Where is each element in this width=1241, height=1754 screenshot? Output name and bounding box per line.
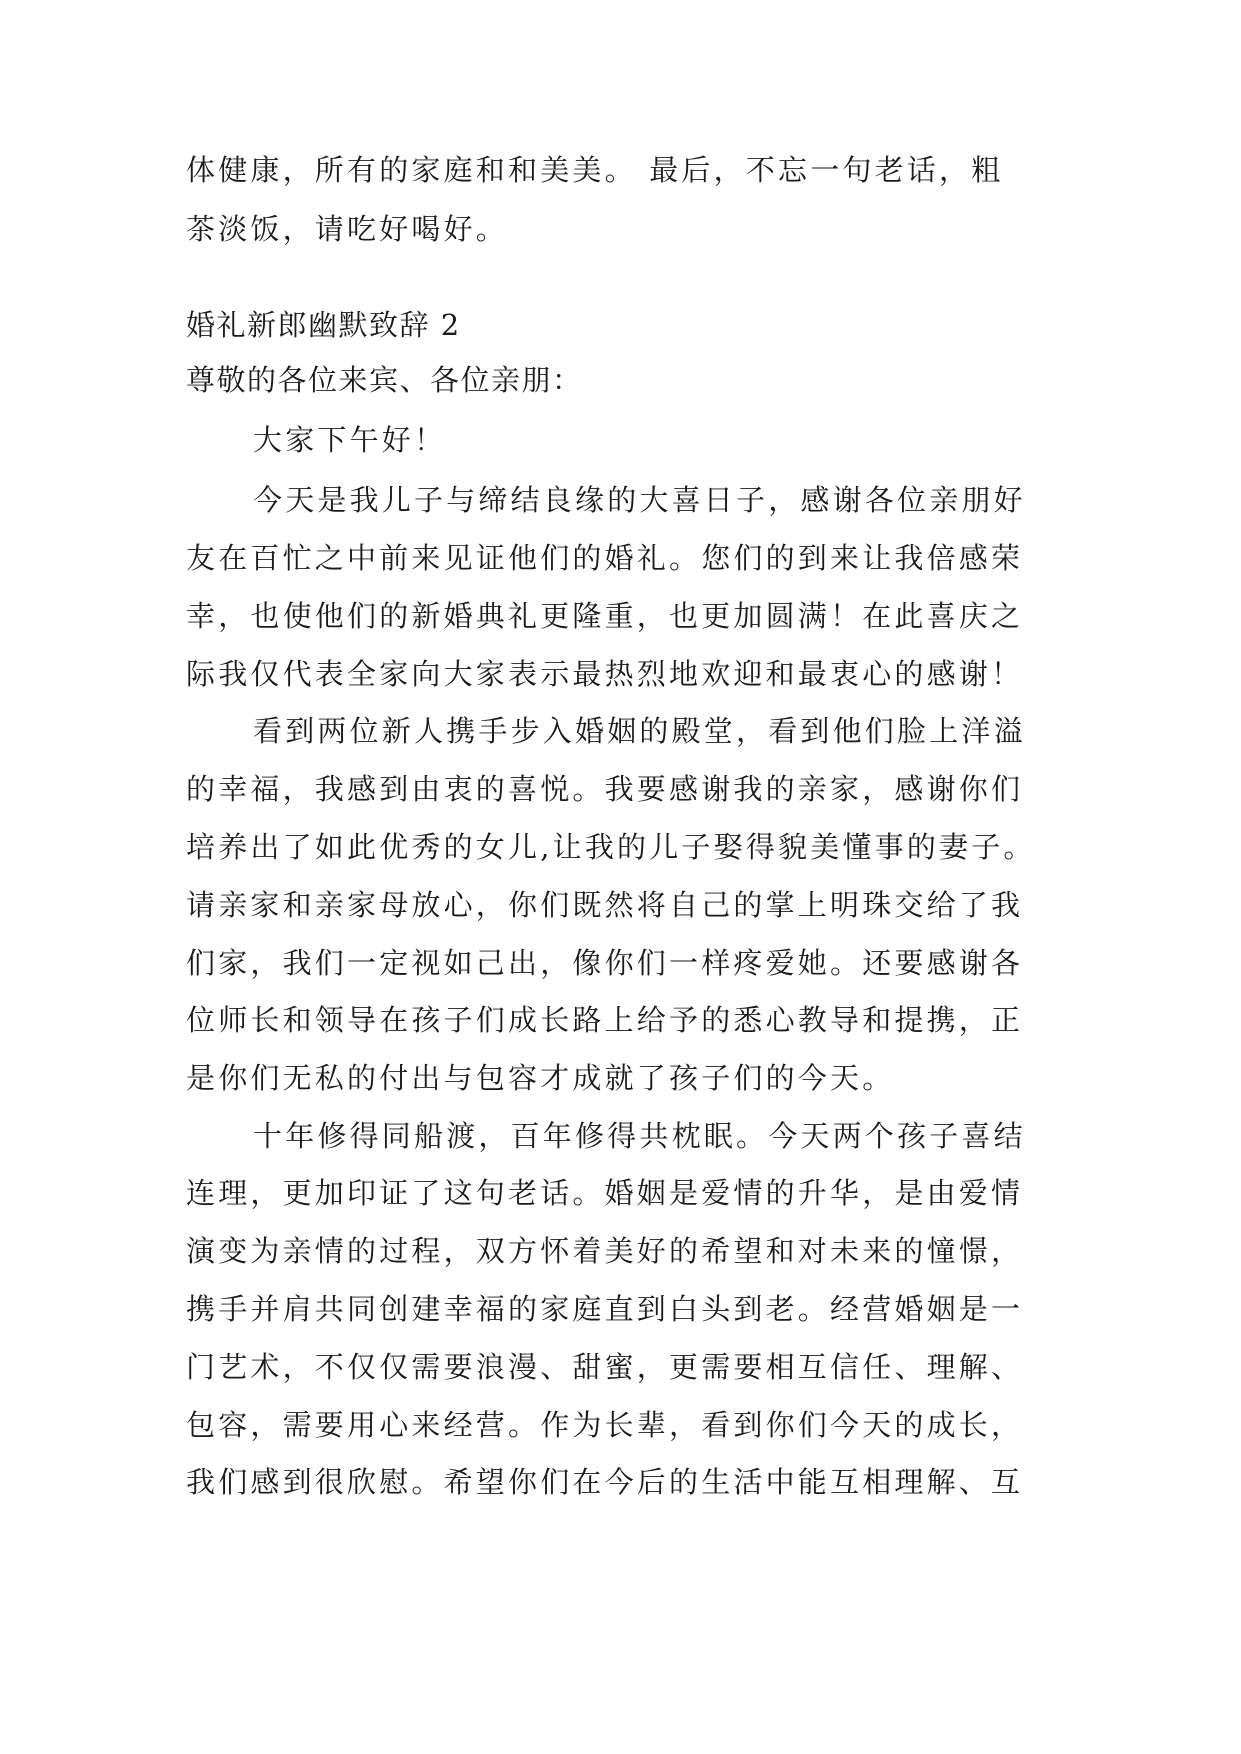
paragraph-line: 培养出了如此优秀的女儿,让我的儿子娶得貌美懂事的妻子。	[186, 830, 1036, 864]
paragraph-line: 门艺术，不仅仅需要浪漫、甜蜜，更需要相互信任、理解、	[186, 1350, 1024, 1384]
paragraph-line: 连理，更加印证了这句老话。婚姻是爱情的升华，是由爱情	[186, 1176, 1024, 1210]
paragraph-line: 十年修得同船渡，百年修得共枕眠。今天两个孩子喜结	[253, 1119, 1026, 1153]
paragraph-line: 位师长和领导在孩子们成长路上给予的悉心教导和提携，正	[186, 1003, 1024, 1037]
salutation: 尊敬的各位来宾、各位亲朋：	[186, 363, 583, 397]
paragraph-line: 我们感到很欣慰。希望你们在今后的生活中能互相理解、互	[186, 1465, 1024, 1499]
paragraph-line: 请亲家和亲家母放心，你们既然将自己的掌上明珠交给了我	[186, 888, 1024, 922]
paragraph-line: 今天是我儿子与缔结良缘的大喜日子，感谢各位亲朋好	[253, 483, 1026, 517]
text-line: 茶淡饭，请吃好喝好。	[186, 212, 509, 246]
paragraph-line: 携手并肩共同创建幸福的家庭直到白头到老。经营婚姻是一	[186, 1292, 1024, 1326]
paragraph-line: 看到两位新人携手步入婚姻的殿堂，看到他们脸上洋溢	[253, 714, 1026, 748]
paragraph-line: 际我仅代表全家向大家表示最热烈地欢迎和最衷心的感谢！	[186, 657, 1024, 691]
paragraph-line: 的幸福，我感到由衷的喜悦。我要感谢我的亲家，感谢你们	[186, 772, 1024, 806]
paragraph-line: 演变为亲情的过程，双方怀着美好的希望和对未来的憧憬，	[186, 1234, 1024, 1268]
paragraph-line: 包容，需要用心来经营。作为长辈，看到你们今天的成长，	[186, 1408, 1024, 1442]
greeting: 大家下午好！	[253, 423, 447, 457]
paragraph-line: 友在百忙之中前来见证他们的婚礼。您们的到来让我倍感荣	[186, 541, 1024, 575]
paragraph-line: 幸，也使他们的新婚典礼更隆重，也更加圆满！在此喜庆之	[186, 599, 1024, 633]
section-title: 婚礼新郎幽默致辞 2	[186, 308, 461, 342]
paragraph-line: 们家，我们一定视如己出，像你们一样疼爱她。还要感谢各	[186, 946, 1024, 980]
text-line: 体健康，所有的家庭和和美美。 最后，不忘一句老话，粗	[186, 153, 1004, 187]
paragraph-line: 是你们无私的付出与包容才成就了孩子们的今天。	[186, 1061, 895, 1095]
